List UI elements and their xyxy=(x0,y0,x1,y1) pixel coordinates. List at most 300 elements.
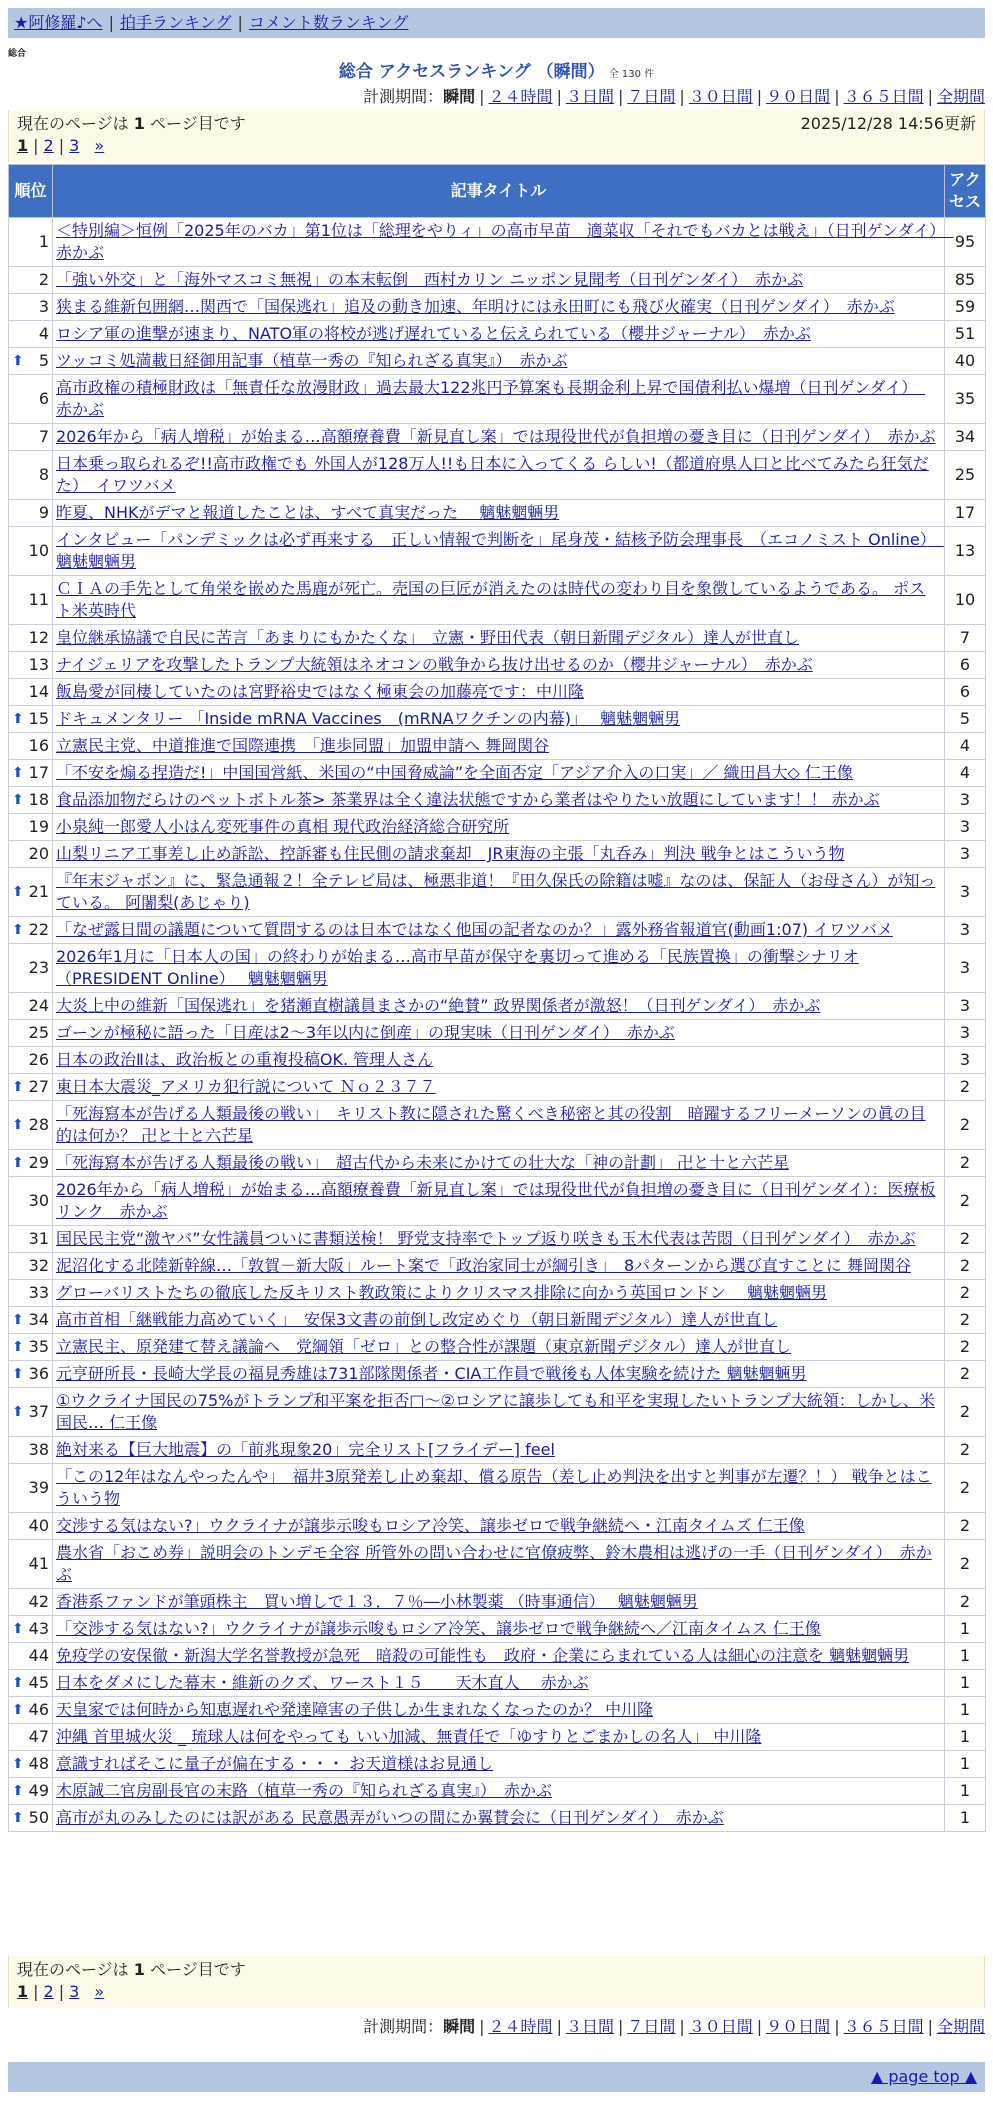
rank-number: 18 xyxy=(28,790,49,809)
title-cell xyxy=(53,1464,945,1513)
title-cell xyxy=(53,841,945,868)
title-cell xyxy=(53,944,945,993)
pager-separator: | xyxy=(58,1982,65,2001)
access-count: 3 xyxy=(945,944,986,993)
article-link[interactable]: 立憲民主党、中道推進で国際連携 「進歩同盟」加盟申請へ 舞岡関谷 xyxy=(56,736,550,755)
article-link[interactable]: 皇位継承協議で自民に苦言「あまりにもかたくな」 立憲・野田代表（朝日新聞デジタル）達人が世直し xyxy=(56,628,800,647)
article-link[interactable]: 免疫学の安保徹・新潟大学名誉教授が急死 暗殺の可能性も 政府・企業にらまれている人は細心の注意を 魑魅魍魎男 xyxy=(56,1646,910,1665)
up-arrow-icon: ⬆ xyxy=(12,922,24,938)
article-link[interactable]: 絶対来る【巨大地震】の「前兆現象20」完全リスト[フライデー] feel xyxy=(56,1440,555,1459)
title-cell xyxy=(53,1778,945,1805)
paging-bottom-current-page: 1 xyxy=(17,1982,29,2001)
rank-number: 45 xyxy=(28,1673,49,1692)
title-cell xyxy=(53,993,945,1020)
article-link[interactable]: 交渉する気はない?」ウクライナが譲歩示唆もロシア冷笑、譲歩ゼロで戦争継続へ・江南タイムズ 仁王像 xyxy=(56,1516,805,1535)
col-access-header: アクセス xyxy=(945,165,986,218)
up-arrow-icon: ⬆ xyxy=(12,1756,24,1772)
access-count: 2 xyxy=(945,1280,986,1307)
article-link[interactable]: 日本乗っ取られるぞ!!高市政権でも 外国人が128万人!!も日本に入ってくる らしい!（都道府県人口と比べてみたら狂気だた） イワツバメ xyxy=(56,454,929,495)
rank-cell xyxy=(9,1751,53,1778)
access-count: 34 xyxy=(945,424,986,451)
paging-top-pager xyxy=(17,135,976,157)
nav-home-link[interactable]: ★阿修羅♪へ xyxy=(14,13,103,32)
rank-cell xyxy=(9,1697,53,1724)
article-link[interactable]: 泥沼化する北陸新幹線…「敦賀－新大阪」ルート案で「政治家同士が綱引き」 8パターンから選び直すことに 舞岡関谷 xyxy=(56,1256,911,1275)
rank-cell xyxy=(9,527,53,576)
table-header-row xyxy=(9,165,986,218)
article-link[interactable]: インタビュー「パンデミックは必ず再来する 正しい情報で判断を」尾身茂・結核予防会理事長 （エコノミスト Online） 魑魅魍魎男 xyxy=(56,530,944,571)
rank-number: 12 xyxy=(28,628,49,647)
period-top-link-2[interactable]: ７日間 xyxy=(627,87,676,106)
title-cell xyxy=(53,1540,945,1589)
table-row xyxy=(9,841,986,868)
table-row xyxy=(9,1724,986,1751)
title-cell xyxy=(53,917,945,944)
article-link[interactable]: ＜特別編＞恒例「2025年のバカ」第1位は「総理をやりィ」の高市早苗 適菜収「それでもバカとは戦え」（日刊ゲンダイ） 赤かぶ xyxy=(56,221,954,262)
table-row xyxy=(9,917,986,944)
rank-number: 39 xyxy=(28,1478,49,1497)
title-cell xyxy=(53,1724,945,1751)
article-link[interactable]: 日本をダメにした幕末・維新のクズ、ワースト１５ 天木直人 赤かぶ xyxy=(56,1673,589,1692)
rank-number: 44 xyxy=(28,1646,49,1665)
col-title-header: 記事タイトル xyxy=(53,165,945,218)
access-count: 1 xyxy=(945,1724,986,1751)
table-row xyxy=(9,868,986,917)
table-row xyxy=(9,733,986,760)
article-link[interactable]: 東日本大震災_アメリカ犯行説について Ｎｏ２３７７ xyxy=(56,1077,436,1096)
article-link[interactable]: 「強い外交」と「海外マスコミ無視」の本末転倒 西村カリン ニッポン見聞考（日刊ゲンダイ） 赤かぶ xyxy=(56,270,804,289)
period-top-current: 瞬間 xyxy=(443,87,476,106)
period-top-link-4[interactable]: ９０日間 xyxy=(766,87,831,106)
access-count: 4 xyxy=(945,733,986,760)
access-count: 95 xyxy=(945,218,986,267)
title-cell xyxy=(53,1751,945,1778)
title-cell xyxy=(53,868,945,917)
paging-bottom-page-3[interactable]: 3 xyxy=(69,1982,80,2001)
title-cell xyxy=(53,1177,945,1226)
period-bottom-link-1[interactable]: ３日間 xyxy=(565,2017,614,2036)
rank-number: 2 xyxy=(38,270,49,289)
rank-cell xyxy=(9,1280,53,1307)
table-row xyxy=(9,500,986,527)
rank-number: 1 xyxy=(38,232,49,251)
table-row xyxy=(9,1616,986,1643)
period-separator: | xyxy=(479,87,485,106)
title-cell xyxy=(53,1047,945,1074)
period-separator: | xyxy=(834,87,840,106)
access-count: 3 xyxy=(945,1020,986,1047)
title-cell xyxy=(53,576,945,625)
article-link[interactable]: 山梨リニア工事差し止め訴訟、控訴審も住民側の請求棄却 JR東海の主張「丸呑み」判決 戦争とはこういう物 xyxy=(56,844,845,863)
title-cell xyxy=(53,1805,945,1832)
article-link[interactable]: 高市政権の積極財政は「無責任な放漫財政」過去最大122兆円予算案も長期金利上昇で国債利払い爆増（日刊ゲンダイ） 赤かぶ xyxy=(56,378,926,419)
rank-number: 23 xyxy=(28,958,49,977)
nav-comment-ranking-link[interactable]: コメント数ランキング xyxy=(248,13,409,32)
period-bottom-link-0[interactable]: ２４時間 xyxy=(488,2017,553,2036)
period-selector-bottom xyxy=(363,2016,985,2038)
rank-number: 49 xyxy=(28,1781,49,1800)
table-row xyxy=(9,1226,986,1253)
rank-cell xyxy=(9,679,53,706)
article-link[interactable]: 高市が丸のみしたのには訳がある 民意愚弄がいつの間にか翼賛会に（日刊ゲンダイ） 赤かぶ xyxy=(56,1808,724,1827)
access-count: 1 xyxy=(945,1670,986,1697)
table-row xyxy=(9,679,986,706)
paging-bottom-status-suffix: ページ目です xyxy=(144,1960,246,1979)
title-cell xyxy=(53,1020,945,1047)
access-count: 2 xyxy=(945,1253,986,1280)
access-count: 3 xyxy=(945,1047,986,1074)
rank-number: 9 xyxy=(38,503,49,522)
title-cell xyxy=(53,321,945,348)
rank-number: 7 xyxy=(38,427,49,446)
title-cell xyxy=(53,218,954,267)
rank-number: 8 xyxy=(38,465,49,484)
rank-number: 36 xyxy=(28,1364,49,1383)
period-separator: | xyxy=(756,2017,763,2036)
period-bottom-link-6[interactable]: 全期間 xyxy=(936,2017,985,2036)
period-selector-top xyxy=(363,86,985,108)
title-cell xyxy=(53,1616,945,1643)
period-separator: | xyxy=(479,2017,485,2036)
nav-separator: | xyxy=(108,13,114,32)
rank-number: 10 xyxy=(28,541,49,560)
paging-bottom-page-2[interactable]: 2 xyxy=(43,1982,54,2001)
table-row xyxy=(9,1464,986,1513)
rank-cell xyxy=(9,1540,53,1589)
rank-number: 48 xyxy=(28,1754,49,1773)
article-link[interactable]: 天皇家では何時から知恵遅れや発達障害の子供しか生まれなくなったのか？ 中川隆 xyxy=(56,1700,654,1719)
rank-cell xyxy=(9,1589,53,1616)
period-bottom-link-4[interactable]: ９０日間 xyxy=(766,2017,831,2036)
article-link[interactable]: 2026年から「病人増税」が始まる…高額療養費「新見直し案」では現役世代が負担増の憂き目に（日刊ゲンダイ）：医療板リンク 赤かぶ xyxy=(56,1180,936,1221)
up-arrow-icon: ⬆ xyxy=(12,884,24,900)
rank-cell xyxy=(9,321,53,348)
title-cell xyxy=(53,1334,945,1361)
access-count: 7 xyxy=(945,625,986,652)
rank-number: 20 xyxy=(28,844,49,863)
table-row xyxy=(9,706,986,733)
period-top-link-1[interactable]: ３日間 xyxy=(565,87,614,106)
rank-cell xyxy=(9,1101,53,1150)
title-cell xyxy=(53,679,945,706)
article-link[interactable]: 「この12年はなんやったんや」 福井3原発差し止め棄却、償る原告（差し止め判決を出すと判事が左遷？！） 戦争とはこういう物 xyxy=(56,1467,932,1508)
access-count: 2 xyxy=(945,1589,986,1616)
article-link[interactable]: 『年末ジャポン』に、緊急通報２！全テレビ局は、極悪非道！『田久保氏の除籍は嘘』なのは、保証人（お母さん）が知っている。 阿闍梨(あじゃり) xyxy=(56,871,936,912)
title-cell xyxy=(53,500,945,527)
rank-cell xyxy=(9,1150,53,1177)
article-link[interactable]: 「交渉する気はない?」ウクライナが譲歩示唆もロシア冷笑、譲歩ゼロで戦争継続へ／江南タイムス 仁王像 xyxy=(56,1619,821,1638)
rank-number: 13 xyxy=(28,655,49,674)
access-count: 2 xyxy=(945,1150,986,1177)
rank-number: 17 xyxy=(28,763,49,782)
table-row xyxy=(9,1670,986,1697)
rank-number: 40 xyxy=(28,1516,49,1535)
rank-number: 6 xyxy=(38,389,49,408)
period-separator: | xyxy=(679,2017,685,2036)
rank-number: 50 xyxy=(28,1808,49,1827)
period-bottom-link-3[interactable]: ３０日間 xyxy=(688,2017,753,2036)
title-cell xyxy=(53,267,945,294)
article-link[interactable]: 「なぜ露日間の議題について質問するのは日本ではなく他国の記者なのか？」露外務省報道官(動画1:07) イワツバメ xyxy=(56,920,893,939)
paging-top-page-2[interactable]: 2 xyxy=(43,136,54,155)
paging-top-next-link[interactable]: » xyxy=(94,136,105,155)
table-row xyxy=(9,1388,986,1437)
article-link[interactable]: 意識すればそこに量子が偏在する・・・ お天道様はお見通し xyxy=(56,1754,494,1773)
table-row xyxy=(9,1334,986,1361)
period-top-label: 計測期間： xyxy=(363,87,444,106)
up-arrow-icon: ⬆ xyxy=(12,1117,24,1133)
table-row xyxy=(9,1150,986,1177)
access-count: 3 xyxy=(945,868,986,917)
article-link[interactable]: ツッコミ処満載日経御用記事（植草一秀の『知られざる真実』） 赤かぶ xyxy=(56,351,568,370)
rank-cell xyxy=(9,917,53,944)
period-bottom-link-5[interactable]: ３６５日間 xyxy=(843,2017,924,2036)
title-cell xyxy=(53,424,945,451)
access-count: 59 xyxy=(945,294,986,321)
table-row xyxy=(9,944,986,993)
nav-applause-ranking-link[interactable]: 拍手ランキング xyxy=(119,13,232,32)
rank-number: 4 xyxy=(38,324,49,343)
up-arrow-icon: ⬆ xyxy=(12,1366,24,1382)
ranking-table xyxy=(8,164,986,1832)
table-row xyxy=(9,1307,986,1334)
rank-number: 31 xyxy=(28,1229,49,1248)
access-count: 2 xyxy=(945,1334,986,1361)
access-count: 1 xyxy=(945,1751,986,1778)
title-cell xyxy=(53,1388,945,1437)
rank-cell xyxy=(9,841,53,868)
title-cell xyxy=(53,1307,945,1334)
paging-box-bottom xyxy=(8,1956,985,2008)
period-top-link-6[interactable]: 全期間 xyxy=(936,87,985,106)
rank-number: 28 xyxy=(28,1115,49,1134)
access-count: 5 xyxy=(945,706,986,733)
up-arrow-icon: ⬆ xyxy=(12,1675,24,1691)
paging-bottom-next-link[interactable]: » xyxy=(94,1982,105,2001)
rank-cell xyxy=(9,814,53,841)
total-count: 全 130 件 xyxy=(608,69,655,80)
paging-top-status-suffix: ページ目です xyxy=(144,114,246,133)
table-row xyxy=(9,321,986,348)
rank-cell xyxy=(9,625,53,652)
rank-number: 33 xyxy=(28,1283,49,1302)
rank-cell xyxy=(9,733,53,760)
rank-cell xyxy=(9,1177,53,1226)
table-row xyxy=(9,576,986,625)
title-cell xyxy=(53,760,945,787)
article-link[interactable]: ＣＩＡの手先として角栄を嵌めた馬鹿が死亡。売国の巨匠が消えたのは時代の変わり目を象徴しているようである。 ポスト米英時代 xyxy=(56,579,926,620)
table-row xyxy=(9,218,986,267)
table-row xyxy=(9,1047,986,1074)
pager-separator: | xyxy=(33,1982,39,2001)
table-row xyxy=(9,814,986,841)
article-link[interactable]: ロシア軍の進撃が速まり、NATO軍の将校が逃げ遅れていると伝えられている（櫻井ジャーナル） 赤かぶ xyxy=(56,324,811,343)
article-link[interactable]: 元亨研所長・長崎大学長の福見秀雄は731部隊関係者・CIA工作員で戦後も人体実験を続けた 魑魅魍魎男 xyxy=(56,1364,807,1383)
title-cell xyxy=(53,1074,945,1101)
up-arrow-icon: ⬆ xyxy=(12,1079,24,1095)
table-row xyxy=(9,1540,986,1589)
rank-number: 29 xyxy=(28,1153,49,1172)
access-count: 3 xyxy=(945,787,986,814)
up-arrow-icon: ⬆ xyxy=(12,1621,24,1637)
period-separator: | xyxy=(556,87,562,106)
rank-cell xyxy=(9,760,53,787)
table-row xyxy=(9,1177,986,1226)
article-link[interactable]: ①ウクライナ国民の75%がトランプ和平案を拒否□～②ロシアに譲歩しても和平を実現したいトランプ大統領：しかし、米国民… 仁王像 xyxy=(56,1391,935,1432)
rank-number: 43 xyxy=(28,1619,49,1638)
access-count: 2 xyxy=(945,1074,986,1101)
rank-cell xyxy=(9,1437,53,1464)
rank-number: 30 xyxy=(28,1191,49,1210)
table-row xyxy=(9,1805,986,1832)
page-title xyxy=(0,60,993,87)
period-top-link-5[interactable]: ３６５日間 xyxy=(843,87,924,106)
paging-bottom-status-page: 1 xyxy=(133,1960,145,1979)
access-count: 4 xyxy=(945,760,986,787)
access-count: 2 xyxy=(945,1101,986,1150)
rank-cell xyxy=(9,787,53,814)
rank-cell xyxy=(9,1047,53,1074)
rank-cell xyxy=(9,451,53,500)
pager-separator xyxy=(84,1982,89,2001)
bottom-bar xyxy=(8,2062,985,2092)
access-count: 2 xyxy=(945,1464,986,1513)
access-count: 1 xyxy=(945,1697,986,1724)
table-row xyxy=(9,652,986,679)
rank-cell xyxy=(9,652,53,679)
period-bottom-link-2[interactable]: ７日間 xyxy=(627,2017,676,2036)
updated-timestamp: 2025/12/28 14:56更新 xyxy=(800,114,976,133)
paging-bottom-pager xyxy=(17,1981,976,2003)
article-link[interactable]: 小泉純一郎愛人小はん変死事件の真相 現代政治経済総合研究所 xyxy=(56,817,510,836)
article-link[interactable]: 「死海寫本が告げる人類最後の戦い」 超古代から未来にかけての壮大な「神の計劃」 卍と十と六芒星 xyxy=(56,1153,790,1172)
rank-cell xyxy=(9,1643,53,1670)
table-row xyxy=(9,1101,986,1150)
article-link[interactable]: グローバリストたちの徹底した反キリスト教政策によりクリスマス排除に向かう英国ロンドン 魑魅魍魎男 xyxy=(56,1283,828,1302)
article-link[interactable]: ドキュメンタリー 「Inside mRNA Vaccines (mRNAワクチンの内幕)」 魑魅魍魎男 xyxy=(56,709,681,728)
category-label: 総合 xyxy=(8,49,27,59)
rank-number: 3 xyxy=(38,297,49,316)
period-separator: | xyxy=(617,2017,624,2036)
rank-number: 32 xyxy=(28,1256,49,1275)
article-link[interactable]: 2026年1月に「日本人の国」の終わりが始まる…高市早苗が保守を裏切って進める「民族置換」の衝撃シナリオ （PRESIDENT Online） 魑魅魍魎男 xyxy=(56,947,859,988)
article-link[interactable]: 木原誠二官房副長官の末路（植草一秀の『知られざる真実』） 赤かぶ xyxy=(56,1781,553,1800)
period-separator: | xyxy=(756,87,763,106)
up-arrow-icon: ⬆ xyxy=(12,711,24,727)
article-link[interactable]: 立憲民主、原発建て替え議論へ 党綱領「ゼロ」との整合性が課題（東京新聞デジタル）達人が世直し xyxy=(56,1337,792,1356)
article-link[interactable]: 飯島愛が同棲していたのは宮野裕史ではなく極東会の加藤亮です：中川隆 xyxy=(56,682,585,701)
table-row xyxy=(9,375,986,424)
table-row xyxy=(9,1074,986,1101)
article-link[interactable]: 昨夏、NHKがデマと報道したことは、すべて真実だった 魑魅魍魎男 xyxy=(56,503,560,522)
paging-top-status-page: 1 xyxy=(133,114,145,133)
article-link[interactable]: 高市首相「継戦能力高めていく」 安保3文書の前倒し改定めぐり（朝日新聞デジタル）達人が世直し xyxy=(56,1310,778,1329)
access-count: 51 xyxy=(945,321,986,348)
access-count: 17 xyxy=(945,500,986,527)
rank-cell xyxy=(9,1361,53,1388)
title-cell xyxy=(53,527,945,576)
access-count: 3 xyxy=(945,993,986,1020)
article-link[interactable]: ゴーンが極秘に語った「日産は2～3年以内に倒産」の現実味（日刊ゲンダイ） 赤かぶ xyxy=(56,1023,675,1042)
rank-cell xyxy=(9,944,53,993)
title-cell xyxy=(53,1670,945,1697)
article-link[interactable]: 香港系ファンドが筆頭株主 買い増しで１３．７％―小林製薬 （時事通信） 魑魅魍魎男 xyxy=(56,1592,698,1611)
rank-cell xyxy=(9,1020,53,1047)
article-link[interactable]: 大炎上中の維新「国保逃れ」を猪瀬直樹議員まさかの“絶賛” 政界関係者が激怒！（日刊ゲンダイ） 赤かぶ xyxy=(56,996,821,1015)
page-top-link[interactable]: ▲ page top ▲ xyxy=(870,2067,977,2086)
access-count: 1 xyxy=(945,1643,986,1670)
title-cell xyxy=(53,375,945,424)
article-link[interactable]: 日本の政治Ⅱは、政治板との重複投稿OK. 管理人さん xyxy=(56,1050,434,1069)
access-count: 10 xyxy=(945,576,986,625)
rank-cell xyxy=(9,500,53,527)
period-separator: | xyxy=(679,87,685,106)
article-link[interactable]: 国民民主党“激ヤバ”女性議員ついに書類送検！ 野党支持率でトップ返り咲きも玉木代表は苦悶（日刊ゲンダイ） 赤かぶ xyxy=(56,1229,916,1248)
paging-top-current-page: 1 xyxy=(17,136,29,155)
article-link[interactable]: 2026年から「病人増税」が始まる…高額療養費「新見直し案」では現役世代が負担増の憂き目に（日刊ゲンダイ） 赤かぶ xyxy=(56,427,936,446)
rank-cell xyxy=(9,1616,53,1643)
period-separator: | xyxy=(556,2017,562,2036)
access-count: 2 xyxy=(945,1513,986,1540)
title-cell xyxy=(53,294,945,321)
title-cell xyxy=(53,652,945,679)
rank-number: 5 xyxy=(38,351,49,370)
period-top-link-0[interactable]: ２４時間 xyxy=(488,87,553,106)
article-link[interactable]: 「不安を煽る捏造だ!」中国国営紙、米国の“中国脅威論”を全面否定「アジア介入の口実」／ 織田昌大◇ 仁王像 xyxy=(56,763,853,782)
period-separator: | xyxy=(617,87,624,106)
rank-number: 22 xyxy=(28,920,49,939)
article-link[interactable]: 狭まる維新包囲網…関西で「国保逃れ」追及の動き加速、年明けには永田町にも飛び火確実（日刊ゲンダイ） 赤かぶ xyxy=(56,297,895,316)
rank-number: 34 xyxy=(28,1310,49,1329)
paging-top-page-3[interactable]: 3 xyxy=(69,136,80,155)
paging-top-status-prefix: 現在のページは xyxy=(17,114,134,133)
paging-bottom-status-prefix: 現在のページは xyxy=(17,1960,134,1979)
article-link[interactable]: ナイジェリアを攻撃したトランプ大統領はネオコンの戦争から抜け出せるのか（櫻井ジャーナル） 赤かぶ xyxy=(56,655,813,674)
table-row xyxy=(9,451,986,500)
rank-number: 21 xyxy=(28,882,49,901)
title-cell xyxy=(53,348,945,375)
table-row xyxy=(9,760,986,787)
title-cell xyxy=(53,1589,945,1616)
access-count: 2 xyxy=(945,1437,986,1464)
period-top-link-3[interactable]: ３０日間 xyxy=(688,87,753,106)
table-row xyxy=(9,1020,986,1047)
up-arrow-icon: ⬆ xyxy=(12,1810,24,1826)
period-separator: | xyxy=(927,2017,933,2036)
up-arrow-icon: ⬆ xyxy=(12,353,24,369)
title-cell xyxy=(53,625,945,652)
rank-cell xyxy=(9,1388,53,1437)
rank-cell xyxy=(9,1334,53,1361)
table-row xyxy=(9,1751,986,1778)
rank-number: 35 xyxy=(28,1337,49,1356)
title-cell xyxy=(53,733,945,760)
rank-number: 42 xyxy=(28,1592,49,1611)
article-link[interactable]: 農水省「おこめ券」説明会のトンデモ全容 所管外の問い合わせに官僚疲弊、鈴木農相は逃げの一手（日刊ゲンダイ） 赤かぶ xyxy=(56,1543,932,1584)
nav-separator: | xyxy=(237,13,243,32)
rank-cell xyxy=(9,1253,53,1280)
table-row xyxy=(9,424,986,451)
access-count: 3 xyxy=(945,841,986,868)
rank-cell xyxy=(9,1724,53,1751)
rank-number: 19 xyxy=(28,817,49,836)
article-link[interactable]: 沖縄 首里城火災 _ 琉球人は何をやっても いい加減、無責任で「ゆすりとごまかしの名人」 中川隆 xyxy=(56,1727,762,1746)
rank-cell xyxy=(9,868,53,917)
rank-cell xyxy=(9,424,53,451)
rank-cell xyxy=(9,706,53,733)
article-link[interactable]: 食品添加物だらけのペットボトル茶> 茶業界は全く違法状態ですから業者はやりたい放題にしています！！ 赤かぶ xyxy=(56,790,880,809)
article-link[interactable]: 「死海寫本が告げる人類最後の戦い」 キリスト教に隠された驚くべき秘密と其の役割 暗躍するフリーメーソンの眞の目的は何か？ 卍と十と六芒星 xyxy=(56,1104,926,1145)
